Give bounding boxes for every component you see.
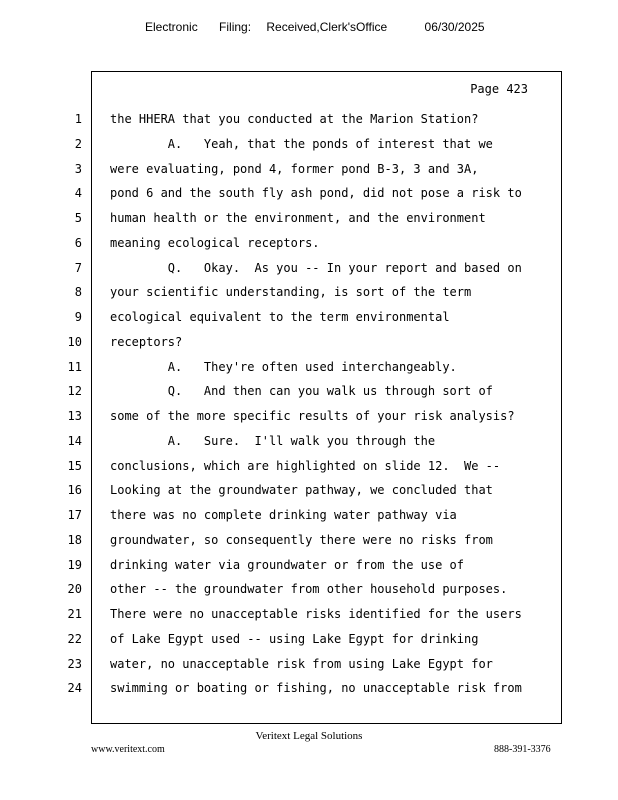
transcript-line: other -- the groundwater from other household purposes. [110, 582, 508, 597]
transcript-line: drinking water via groundwater or from the use of [110, 557, 465, 572]
line-number: 22 [67, 631, 82, 646]
transcript-line: the HHERA that you conducted at the Marion Station? [110, 112, 479, 126]
transcript-line: ecological equivalent to the term environmental [110, 310, 450, 324]
line-number: 10 [67, 334, 82, 349]
transcript-line: A. Sure. I'll walk you through the [110, 433, 436, 448]
transcript-line: meaning ecological receptors. [110, 235, 320, 250]
line-number: 23 [67, 656, 82, 671]
transcript-line: human health or the environment, and the environment [110, 211, 486, 225]
page-number: Page 423 [470, 82, 528, 96]
transcript-line: there was no complete drinking water pathway via [110, 508, 457, 522]
line-number: 11 [67, 359, 82, 374]
line-number: 16 [67, 483, 82, 498]
footer-phone: 888-391-3376 [494, 744, 551, 755]
transcript-line: swimming or boating or fishing, no unacceptable risk from [110, 681, 522, 696]
transcript-line: Q. Okay. As you -- In your report and based on [110, 260, 522, 275]
transcript-line: water, no unacceptable risk from using Lake Egypt for [110, 656, 493, 671]
line-number: 12 [67, 384, 82, 399]
line-number: 14 [67, 433, 82, 448]
transcript-line: were evaluating, pond 4, former pond B-3, 3 and 3A, [110, 161, 479, 176]
line-number: 3 [74, 161, 82, 176]
header-electronic: Electronic [145, 20, 198, 34]
line-number: 2 [74, 136, 82, 151]
line-number: 1 [74, 112, 82, 126]
transcript-line: Q. And then can you walk us through sort of [110, 384, 493, 399]
footer-veritext: Veritext Legal Solutions [255, 730, 363, 742]
transcript-line: receptors? [110, 334, 183, 349]
header-date: 06/30/2025 [424, 20, 485, 34]
transcript-line: some of the more specific results of your risk analysis? [110, 409, 515, 423]
line-number: 6 [74, 235, 82, 250]
line-number: 4 [74, 186, 82, 201]
transcript-line: conclusions, which are highlighted on slide 12. We -- [110, 458, 501, 473]
transcript-line: groundwater, so consequently there were no risks from [110, 532, 493, 547]
header-received: Received,Clerk'sOffice [266, 20, 388, 34]
line-number: 24 [67, 681, 82, 696]
line-number: 19 [67, 557, 82, 572]
line-number: 7 [74, 260, 82, 275]
line-number: 17 [67, 508, 82, 522]
transcript-line: A. Yeah, that the ponds of interest that we [110, 136, 493, 151]
line-number: 5 [74, 211, 82, 225]
line-number: 8 [74, 285, 82, 300]
transcript-line: of Lake Egypt used -- using Lake Egypt for drinking [110, 631, 479, 646]
line-number: 18 [67, 532, 82, 547]
transcript-line: Looking at the groundwater pathway, we concluded that [110, 483, 493, 498]
line-number: 9 [74, 310, 82, 324]
line-number: 20 [67, 582, 82, 597]
header-filing: Filing: [219, 20, 252, 34]
line-number: 15 [67, 458, 82, 473]
transcript-line: A. They're often used interchangeably. [110, 359, 457, 374]
transcript-line: pond 6 and the south fly ash pond, did not pose a risk to [110, 186, 522, 201]
filing-header [145, 20, 485, 34]
transcript-line: There were no unacceptable risks identified for the users [110, 607, 522, 621]
transcript-line: your scientific understanding, is sort of the term [110, 285, 472, 300]
line-number: 21 [67, 607, 82, 621]
line-number: 13 [67, 409, 82, 423]
footer-website: www.veritext.com [91, 744, 165, 755]
